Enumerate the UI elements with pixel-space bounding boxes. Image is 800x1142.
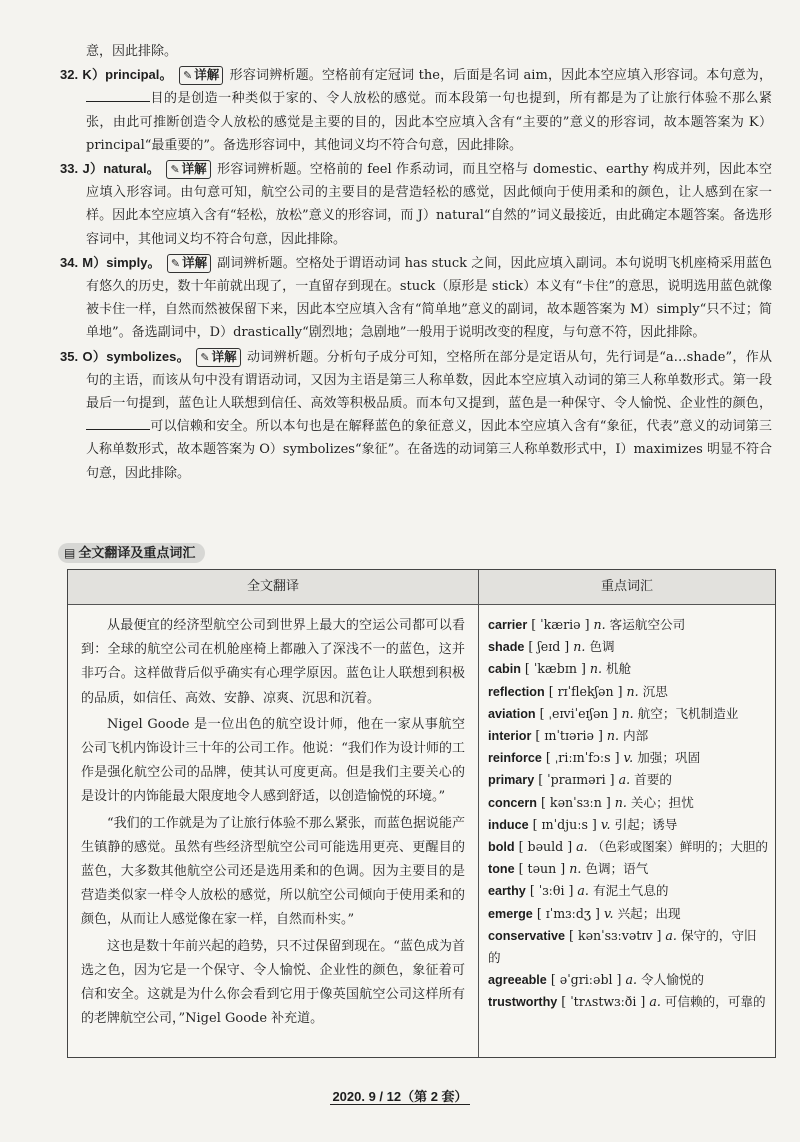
translation-table: [67, 569, 776, 1058]
vocab-pos: n.: [593, 617, 606, 632]
vocab-word: conservative: [488, 928, 566, 943]
explanation-continued: 意，因此排除。: [86, 44, 178, 59]
detail-tag: ✎ 详解: [167, 254, 211, 273]
vocab-meaning: 关心；担忧: [630, 794, 694, 810]
vocab-pos: a.: [665, 927, 677, 943]
vocab-pos: v.: [623, 750, 634, 766]
vocab-ipa: [ ɪˈmɜːdʒ ]: [536, 905, 600, 921]
detail-tag: ✎ 详解: [196, 348, 240, 367]
vocab-pos: v.: [603, 905, 614, 921]
vocab-item: [488, 614, 768, 636]
answer-label: J）natural。: [82, 161, 161, 177]
vocab-item: [488, 880, 768, 902]
translation-paragraph: “我们的工作就是为了让旅行体验不那么紧张，而蓝色据说能产生镇静的感觉。虽然有些经济型航空公司可能选用更亮、更醒目的蓝色，大多数其他航空公司还是选用柔和的色调。因为主要目的是营造类似家一样令人放松的感觉，所以航空公司倾向于使用柔和的颜色，从而让人感觉像在家一样，自然而朴实。”: [81, 815, 465, 928]
vocab-pos: n.: [589, 661, 603, 677]
vocab-meaning: 沉思: [642, 683, 668, 699]
vocab-ipa: [ rɪˈflekʃən ]: [548, 683, 623, 699]
book-icon: ▤: [64, 546, 76, 560]
vocab-pos: n.: [573, 639, 586, 655]
vocab-word: reinforce: [488, 751, 542, 766]
vocab-item: [488, 636, 768, 658]
vocab-meaning: 客运航空公司: [609, 617, 686, 632]
explanation-text: 形容词辨析题。空格前有定冠词 the，后面是名词 aim，因此本空应填入形容词。本句意为，: [229, 68, 772, 84]
vocab-ipa: [ ˌriːɪnˈfɔːs ]: [545, 750, 620, 766]
vocab-ipa: [ ʃeɪd ]: [528, 639, 570, 655]
translation-paragraph: 从最便宜的经济型航空公司到世界上最大的空运公司都可以看到：全球的航空公司在机舱座椅上都融入了深浅不一的蓝色，这并非巧合。这样做背后似乎确实有心理学原因。蓝色让人联想到积极的品质，如信任、高效、安静、凉爽、沉思和沉着。: [81, 618, 465, 706]
explanation-32: [60, 63, 772, 157]
vocab-word: concern: [488, 795, 537, 810]
vocab-word: cabin: [488, 662, 521, 677]
vocab-ipa: [ ˈɜːθi ]: [529, 883, 574, 899]
explanation-35: [60, 345, 772, 485]
vocab-ipa: [ əˈgriːəbl ]: [550, 972, 622, 988]
footer-label: 2020. 9 / 12（第 2 套）: [332, 1089, 468, 1104]
vocab-pos: n.: [569, 861, 582, 877]
vocab-meaning: 可信赖的，可靠的: [664, 994, 766, 1010]
vocab-meaning: 机舱: [606, 661, 632, 677]
answer-label: M）simply。: [82, 254, 161, 270]
vocab-word: aviation: [488, 706, 536, 721]
vocab-meaning: 令人愉悦的: [641, 972, 704, 988]
vocab-meaning: 航空；飞机制造业: [637, 705, 739, 721]
vocab-item: [488, 769, 768, 791]
question-number: 33.: [60, 161, 79, 177]
explanation-33: [60, 157, 772, 251]
vocab-item: [488, 991, 768, 1013]
detail-tag: ✎ 详解: [179, 66, 223, 85]
vocab-word: earthy: [488, 884, 526, 899]
vocab-item: [488, 858, 768, 880]
explanation-text: 目的是创造一种类似于家的、令人放松的感觉。而本段第一句也提到，所有都是为了让旅行体验不那么紧张，由此可推断创造令人放松的感觉是主要的目的，因此本空应填入含有“主要的”意义的形容词，故本题答案为 K）principal“最重要的”。备选形容词中，其他词义均不符合句意，因此排除。: [86, 91, 772, 153]
vocab-item: [488, 747, 768, 769]
vocab-meaning: 有泥土气息的: [592, 883, 669, 899]
pen-icon: ✎: [170, 256, 181, 270]
vocab-word: agreeable: [488, 973, 547, 988]
vocab-word: interior: [488, 729, 532, 744]
pen-icon: ✎: [183, 69, 193, 83]
vocab-meaning: 兴起；出现: [617, 905, 681, 921]
table-header: [68, 570, 775, 605]
vocab-meaning: 加强；巩固: [637, 750, 701, 766]
vocab-ipa: [ kənˈsɜːvətɪv ]: [569, 927, 662, 943]
explanations: [60, 40, 772, 485]
vocab-meaning: 首要的: [634, 772, 672, 788]
question-number: 35.: [60, 348, 79, 364]
translation-paragraph: Nigel Goode 是一位出色的航空设计师，他在一家从事航空公司飞机内饰设计三十年的公司工作。他说：“我们作为设计师的工作是强化航空公司的品牌，使其认可度更高。但是我们主要关心的是设计的内饰能最大限度地令人感到舒适，以创造愉悦的环境。”: [81, 716, 465, 805]
vocab-item: [488, 903, 768, 925]
vocab-word: trustworthy: [488, 995, 558, 1010]
vocab-ipa: [ ˈtrʌstwɜːði ]: [561, 994, 646, 1010]
vocab-meaning: 保守的，守旧的: [488, 927, 757, 966]
vocab-word: shade: [488, 640, 525, 655]
vocab-item: [488, 969, 768, 991]
vocab-word: bold: [488, 840, 515, 855]
vocab-pos: n.: [606, 728, 620, 744]
vocab-ipa: [ ˈkæriə ]: [531, 617, 590, 632]
col-header-vocabulary: 重点词汇: [600, 579, 653, 594]
answer-label: K）principal。: [82, 67, 173, 83]
vocab-pos: a.: [577, 883, 589, 899]
explanation-text: 动词辨析题。分析句子成分可知，空格所在部分是定语从句，先行词是“a…shade”，作从句的主语，而该从句中没有谓语动词，又因为主语是第三人称单数，因此本空应填入动词的第三人称单数形式。第一段最后一句提到，蓝色让人联想到信任、高效等积极品质。而本句又提到，蓝色是一种保守、令人愉悦、企业性的颜色，: [86, 349, 772, 412]
pen-icon: ✎: [200, 350, 210, 364]
explanation-34: [60, 251, 772, 345]
col-header-translation: 全文翻译: [246, 579, 299, 594]
question-number: 32.: [60, 67, 79, 83]
pen-icon: ✎: [170, 163, 180, 177]
vocab-item: [488, 792, 768, 814]
vocab-item: [488, 658, 768, 680]
vocab-ipa: [ bəuld ]: [518, 839, 573, 855]
vocab-item: [488, 814, 768, 836]
vocab-ipa: [ kənˈsɜːn ]: [541, 794, 611, 810]
explanation-text: 可以信赖和安全。所以本句也是在解释蓝色的象征意义，因此本空应填入含有“象征，代表”意义的动词第三人称单数形式，故本题答案为 O）symbolizes“象征”。在备选的动词第三人称单数形式中，I）maximizes 明显不符合句意，因此排除。: [86, 419, 772, 481]
column-divider: [478, 570, 479, 1057]
vocab-item: [488, 725, 768, 747]
answer-blank: [86, 417, 150, 430]
explanation-text: 形容词辨析题。空格前的 feel 作系动词，而且空格与 domestic、earthy 构成并列，因此本空应填入形容词。由句意可知，航空公司的主要目的是营造轻松的感觉，因此倾向于使用柔和的颜色，让人感到在家一样。因此本空应填入含有“轻松，放松”意义的形容词，而 J）natural“自然的”词义最接近，由此确定本题答案。备选形容词中，其他词义均不符合句意，因此排除。: [86, 162, 772, 247]
vocab-word: emerge: [488, 906, 533, 921]
vocab-pos: v.: [600, 816, 611, 832]
vocab-meaning: 色调: [589, 639, 615, 655]
question-number: 34.: [60, 254, 79, 270]
detail-tag: ✎ 详解: [166, 160, 210, 179]
vocab-meaning: 色调；语气: [585, 861, 649, 877]
vocab-ipa: [ ˌeɪviˈeɪʃən ]: [539, 705, 618, 721]
vocab-word: induce: [488, 817, 529, 832]
vocab-pos: a.: [649, 994, 661, 1010]
vocab-item: [488, 836, 768, 858]
vocab-word: primary: [488, 773, 535, 788]
translation-paragraph: 这也是数十年前兴起的趋势，只不过保留到现在。“蓝色成为首选之色，因为它是一个保守、令人愉悦、企业性的颜色，象征着可信和安全。这就是为什么你会看到它用于像英国航空公司这样所有的老牌航空公司，”Nigel Goode 补充道。: [81, 938, 465, 1027]
vocab-word: tone: [488, 862, 515, 877]
vocab-meaning: 内部: [623, 728, 649, 744]
vocab-pos: a.: [618, 772, 631, 788]
translation-column: [81, 614, 465, 1033]
vocab-ipa: [ ˈpraɪməri ]: [538, 772, 615, 788]
page-footer: [0, 1086, 800, 1105]
vocab-ipa: [ ɪnˈtɪəriə ]: [535, 728, 603, 744]
vocab-pos: n.: [626, 683, 639, 699]
vocab-pos: n.: [614, 794, 627, 810]
explanation-text: 副词辨析题。空格处于谓语动词 has stuck 之间，因此应填入副词。本句说明飞机座椅采用蓝色有悠久的历史，数十年前就出现了，一直留存到现在。stuck（原形是 stick）本义有“卡住”的意思，说明选用蓝色就像被卡住一样，自然而然被保留下来，因此本空应填入含有“简单地”意义的副词，故本题答案为 M）simply“只不过；简单地”。备选副词中，D）drastically“剧烈地；急剧地”一般用于说明改变的程度，与句意不符，因此排除。: [86, 255, 772, 341]
vocab-ipa: [ ɪnˈdjuːs ]: [532, 816, 597, 832]
vocab-item: [488, 703, 768, 725]
vocab-item: [488, 925, 768, 969]
vocab-word: carrier: [488, 618, 528, 632]
section-title: ▤ 全文翻译及重点词汇: [58, 543, 205, 563]
vocab-pos: a.: [576, 839, 588, 855]
vocabulary-column: [488, 614, 768, 1014]
answer-blank: [86, 89, 150, 102]
vocab-pos: a.: [625, 972, 638, 988]
vocab-ipa: [ təun ]: [518, 861, 566, 877]
vocab-word: reflection: [488, 684, 545, 699]
vocab-meaning: 引起；诱导: [614, 816, 678, 832]
vocab-pos: n.: [621, 705, 634, 721]
answer-label: O）symbolizes。: [82, 348, 190, 364]
vocab-ipa: [ ˈkæbɪn ]: [524, 661, 586, 677]
vocab-meaning: （色彩或图案）鲜明的；大胆的: [591, 839, 769, 855]
vocab-item: [488, 681, 768, 703]
